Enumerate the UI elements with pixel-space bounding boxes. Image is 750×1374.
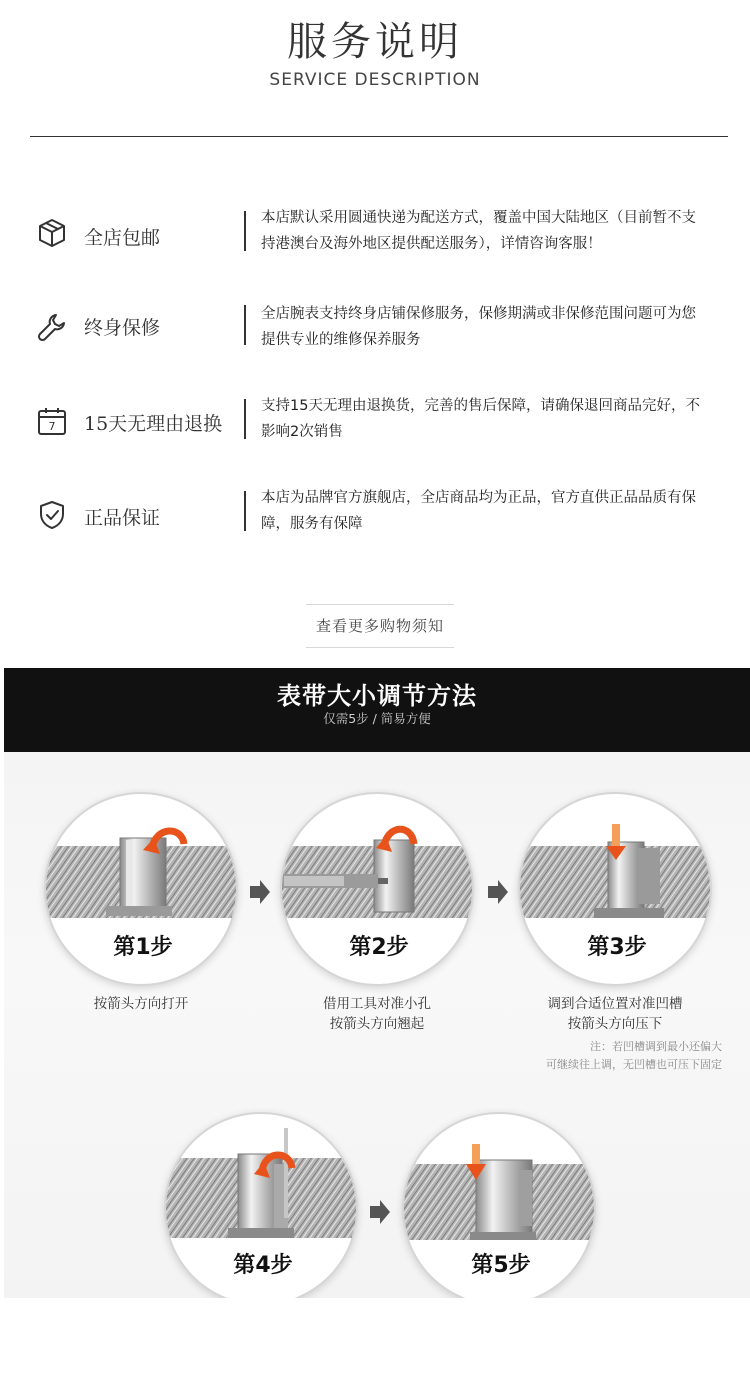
shield-check-icon [36, 499, 68, 531]
note-line: 注：若凹槽调到最小还偏大 [590, 1040, 722, 1053]
arrow-right-icon [486, 880, 508, 904]
service-label: 全店包邮 [84, 227, 161, 249]
service-description: 本店为品牌官方旗舰店，全店商品均为正品，官方直供正品品质有保障，服务有保障 [261, 490, 696, 532]
calendar-icon [36, 405, 68, 437]
separator [244, 211, 246, 251]
step-5-image [402, 1112, 596, 1298]
service-item-authentic [0, 487, 750, 547]
step-label: 第4步 [233, 1253, 293, 1278]
step-label: 第2步 [349, 935, 409, 960]
service-item-free-shipping [0, 205, 750, 265]
arrow-right-icon [368, 1200, 390, 1224]
step-3-note [492, 1038, 722, 1074]
step-label: 第3步 [587, 935, 647, 960]
section-title: 表带大小调节方法 [277, 682, 477, 710]
caption-line: 借用工具对准小孔 [323, 996, 431, 1012]
caption-line: 按箭头方向打开 [93, 996, 189, 1012]
caption-line: 按箭头方向压下 [567, 1016, 663, 1032]
steps-illustration [4, 752, 750, 1298]
step-1-image [44, 792, 238, 986]
wrench-icon [36, 311, 68, 343]
step-1-caption [31, 994, 251, 1014]
service-label: 正品保证 [84, 507, 161, 529]
arrow-right-icon [248, 880, 270, 904]
step-3-image [518, 792, 712, 986]
separator [244, 305, 246, 345]
box-icon [36, 217, 68, 249]
service-description: 全店腕表支持终身店铺保修服务，保修期满或非保修范围问题可为您提供专业的维修保养服务 [261, 306, 696, 348]
note-line: 可继续往上调，无凹槽也可压下固定 [546, 1058, 722, 1071]
calendar-day-text: 7 [48, 420, 56, 433]
step-label: 第5步 [471, 1253, 531, 1278]
divider [30, 136, 728, 137]
caption-line: 按箭头方向翘起 [329, 1016, 425, 1032]
page-subtitle: SERVICE DESCRIPTION [269, 70, 481, 90]
service-item-warranty [0, 299, 750, 359]
section-subtitle: 仅需5步 / 简易方便 [323, 711, 431, 726]
step-2-caption [267, 994, 487, 1034]
service-label: 15天无理由退换 [84, 413, 223, 435]
view-more-shopping-notice-button[interactable]: 查看更多购物须知 [306, 604, 454, 648]
separator [244, 491, 246, 531]
step-3-caption [505, 994, 725, 1034]
separator [244, 399, 246, 439]
step-4-image [164, 1112, 358, 1298]
step-2-image [280, 792, 474, 986]
strap-adjust-header [4, 668, 750, 752]
page-title: 服务说明 [287, 19, 463, 65]
service-description: 支持15天无理由退换货，完善的售后保障，请确保退回商品完好，不影响2次销售 [261, 398, 700, 440]
service-item-return [0, 393, 750, 453]
service-description: 本店默认采用圆通快递为配送方式，覆盖中国大陆地区（目前暂不支持港澳台及海外地区提供配送服务），详情咨询客服！ [261, 210, 696, 252]
caption-line: 调到合适位置对准凹槽 [547, 996, 683, 1012]
service-label: 终身保修 [84, 317, 161, 339]
step-label: 第1步 [113, 935, 173, 960]
